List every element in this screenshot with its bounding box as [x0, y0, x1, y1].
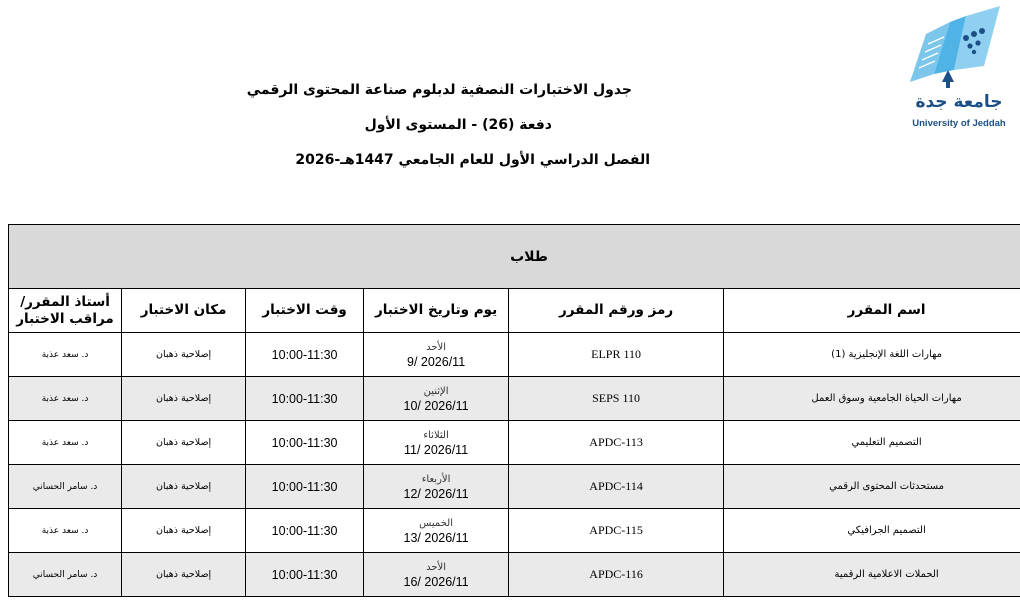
course-code-cell: SEPS 110: [509, 377, 724, 421]
table-row: [9, 465, 1020, 509]
table-row: [9, 421, 1020, 465]
exam-date-cell: [364, 377, 509, 421]
table-banner: طلاب: [9, 225, 1020, 289]
instructor-cell: د. سامر الحساني: [9, 465, 122, 509]
header-exam-day-date: يوم وتاريخ الاختبار: [364, 289, 509, 333]
course-code-cell: APDC-113: [509, 421, 724, 465]
exam-place-cell: إصلاحية ذهبان: [122, 509, 246, 553]
table-row: [9, 553, 1020, 597]
instructor-cell: د. سعد عذبة: [9, 377, 122, 421]
university-emblem-icon: [904, 4, 1014, 90]
university-logo: [900, 4, 1018, 132]
header-exam-place: مكان الاختبار: [122, 289, 246, 333]
table-row: [9, 333, 1020, 377]
exam-date: 2026/11 /10: [403, 398, 469, 413]
exam-date: 2026/11 /12: [403, 486, 469, 501]
exam-time-cell: 10:00-11:30: [246, 421, 364, 465]
exam-day: الخميس: [419, 517, 453, 529]
exam-date: 2026/11 /11: [403, 442, 469, 457]
course-code-cell: APDC-114: [509, 465, 724, 509]
course-name-cell: التصميم التعليمي: [724, 421, 1020, 465]
exam-place-cell: إصلاحية ذهبان: [122, 377, 246, 421]
exam-place-cell: إصلاحية ذهبان: [122, 333, 246, 377]
instructor-cell: د. سعد عذبة: [9, 509, 122, 553]
course-name-cell: مهارات الحياة الجامعية وسوق العمل: [724, 377, 1020, 421]
schedule-title: جدول الاختبارات النصفية لدبلوم صناعة المحتوى الرقمي: [246, 82, 632, 98]
exam-time-cell: 10:00-11:30: [246, 377, 364, 421]
exam-day: الأحد: [426, 341, 447, 353]
exam-date-cell: [364, 333, 509, 377]
exam-time-cell: 10:00-11:30: [246, 333, 364, 377]
course-code-cell: APDC-115: [509, 509, 724, 553]
exam-day: الأربعاء: [421, 473, 451, 485]
table-row: [9, 377, 1020, 421]
instructor-cell: د. سامر الحساني: [9, 553, 122, 597]
header-instructor: أستاذ المقرر/ مراقب الاختبار: [9, 289, 122, 333]
instructor-cell: د. سعد عذبة: [9, 333, 122, 377]
table-row: [9, 509, 1020, 553]
exam-time-cell: 10:00-11:30: [246, 553, 364, 597]
exam-time-cell: 10:00-11:30: [246, 465, 364, 509]
table-header-row: [9, 289, 1020, 333]
course-name-cell: مستحدثات المحتوى الرقمي: [724, 465, 1020, 509]
course-name-cell: الحملات الاعلامية الرقمية: [724, 553, 1020, 597]
exam-place-cell: إصلاحية ذهبان: [122, 421, 246, 465]
instructor-cell: د. سعد عذبة: [9, 421, 122, 465]
exam-time-cell: 10:00-11:30: [246, 509, 364, 553]
exam-schedule-table: [8, 224, 1020, 597]
exam-day: الإثنين: [423, 385, 449, 397]
university-name-english: University of Jeddah: [912, 118, 1006, 129]
semester-subtitle: الفصل الدراسي الأول للعام الجامعي 1447هـ-2026: [295, 152, 650, 168]
course-name-cell: مهارات اللغة الإنجليزية (1): [724, 333, 1020, 377]
exam-date-cell: [364, 553, 509, 597]
exam-date: 2026/11 /13: [403, 530, 469, 545]
exam-date-cell: [364, 465, 509, 509]
exam-day: الثلاثاء: [423, 429, 449, 441]
exam-date-cell: [364, 509, 509, 553]
university-name-arabic: جامعة جدة: [915, 92, 1003, 112]
course-code-cell: APDC-116: [509, 553, 724, 597]
exam-date: 2026/11 /16: [403, 574, 469, 589]
exam-date: 2026/11 /9: [406, 354, 466, 369]
exam-day: الأحد: [426, 561, 447, 573]
exam-place-cell: إصلاحية ذهبان: [122, 553, 246, 597]
exam-date-cell: [364, 421, 509, 465]
header-exam-time: وقت الاختبار: [246, 289, 364, 333]
batch-level-subtitle: دفعة (26) - المستوى الأول: [364, 117, 552, 133]
header-course-code: رمز ورقم المقرر: [509, 289, 724, 333]
exam-place-cell: إصلاحية ذهبان: [122, 465, 246, 509]
course-name-cell: التصميم الجرافيكي: [724, 509, 1020, 553]
course-code-cell: ELPR 110: [509, 333, 724, 377]
header-course-name: اسم المقرر: [724, 289, 1020, 333]
